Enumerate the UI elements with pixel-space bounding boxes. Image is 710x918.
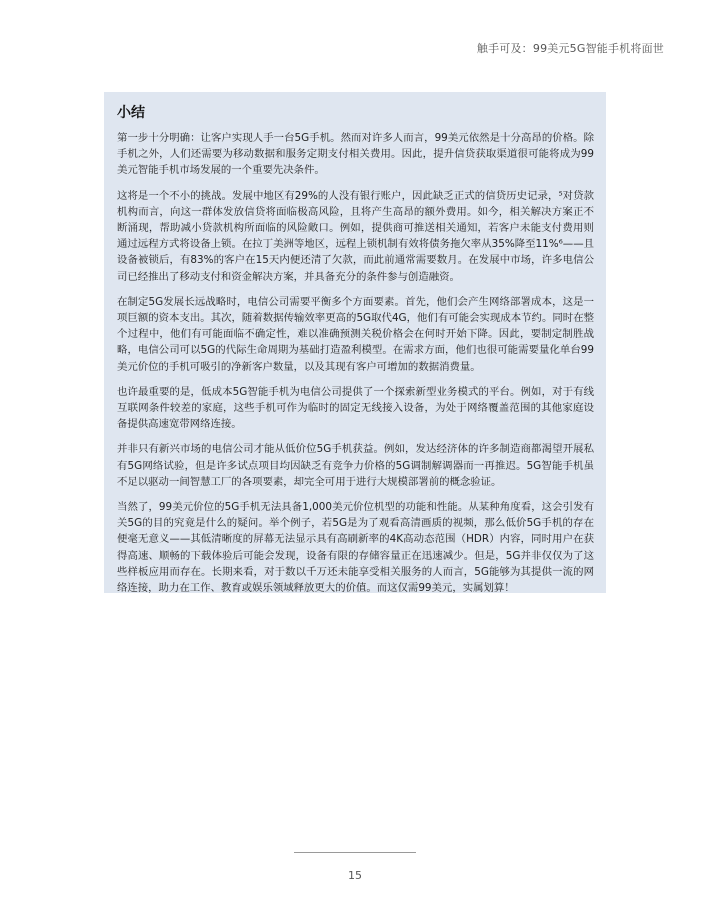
- page-number: 15: [348, 869, 362, 882]
- summary-paragraph-2: 这将是一个不小的挑战。发展中地区有29%的人没有银行账户，因此缺乏正式的信贷历史记录，⁵对贷款机构而言，向这一群体发放信贷将面临极高风险，且将产生高昂的额外费用。如今，相关解决方案正不断涌现，帮助减小贷款机构所面临的风险敞口。例如，提供商可推送相关通知，若客户未能支付费用则通过远程方式将设备上锁。在拉丁美洲等地区，远程上锁机制有效将债务拖欠率从35%降至11%⁶——且设备被锁后，有83%的客户在15天内便还清了欠款，而此前通常需要数月。在发展中市场，许多电信公司已经推出了移动支付和资金解决方案，并具备充分的条件参与创造融资。: [117, 189, 594, 283]
- summary-paragraph-4: 也许最重要的是，低成本5G智能手机为电信公司提供了一个探索新型业务模式的平台。例如，对于有线互联网条件较差的家庭，这些手机可作为临时的固定无线接入设备，为处于网络覆盖范围的其他家庭设备提供高速宽带网络连接。: [117, 385, 594, 431]
- summary-paragraph-6: 当然了，99美元价位的5G手机无法具备1,000美元价位机型的功能和性能。从某种角度看，这会引发有关5G的目的究竟是什么的疑问。举个例子，若5G是为了观看高清画质的视频，那么低价5G手机的存在便毫无意义——其低清晰度的屏幕无法显示具有高刷新率的4K高动态范围（HDR）内容，同时用户在获得高速、顺畅的下载体验后可能会发现，设备有限的存储容量正在迅速减少。但是，5G并非仅仅为了这些样板应用而存在。长期来看，对于数以千万还未能享受相关服务的人而言，5G能够为其提供一流的网络连接，助力在工作、教育或娱乐领域释放更大的价值。而这仅需99美元，实属划算！: [117, 501, 594, 595]
- summary-box: [104, 92, 606, 593]
- summary-paragraph-1: 第一步十分明确：让客户实现人手一台5G手机。然而对许多人而言，99美元依然是十分高昂的价格。除手机之外，人们还需要为移动数据和服务定期支付相关费用。因此，提升信贷获取渠道很可能将成为99美元智能手机市场发展的一个重要先决条件。: [117, 132, 594, 177]
- summary-paragraph-3: 在制定5G发展长远战略时，电信公司需要平衡多个方面要素。首先，他们会产生网络部署成本，这是一项巨额的资本支出。其次，随着数据传输效率更高的5G取代4G，他们有可能会实现成本节约。同时在整个过程中，他们有可能面临不确定性，难以准确预测关税价格会在何时开始下降。因此，要制定制胜战略，电信公司可以5G的代际生命周期为基础打造盈利模型。在需求方面，他们也很可能需要量化单台99美元价位的手机可吸引的净新客户数量，以及其现有客户可增加的数据消费量。: [117, 295, 594, 373]
- summary-paragraph-5: 并非只有新兴市场的电信公司才能从低价位5G手机获益。例如，发达经济体的许多制造商都渴望开展私有5G网络试验，但是许多试点项目均因缺乏有竞争力价格的5G调制解调器而一再推迟。5G智能手机虽不足以驱动一间智慧工厂的各项要素，却完全可用于进行大规模部署前的概念验证。: [117, 443, 594, 488]
- footer-divider: [294, 852, 416, 853]
- summary-title: 小结: [117, 105, 145, 121]
- running-header: 触手可及：99美元5G智能手机将面世: [476, 42, 664, 55]
